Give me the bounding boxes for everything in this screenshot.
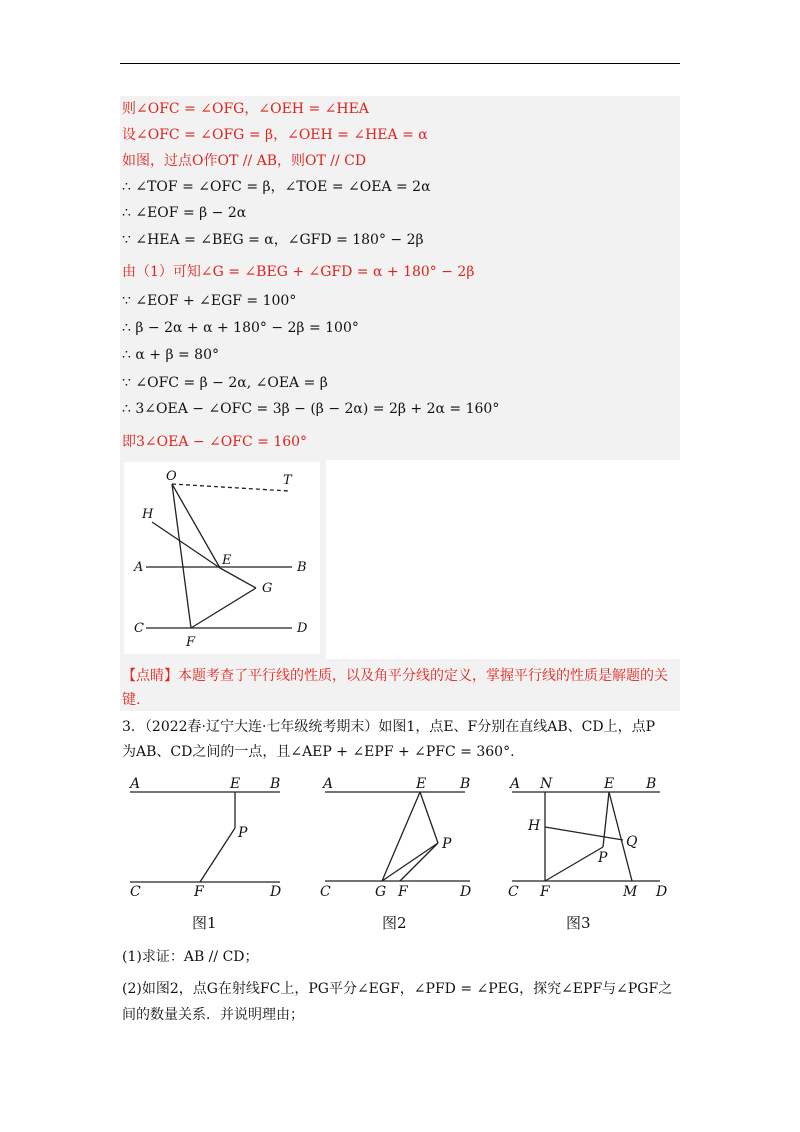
fig3-label-B: B [646,776,657,792]
fig3-label-H: H [528,818,541,834]
fig2-label-F: F [398,884,408,900]
solution-line: 即3∠OEA − ∠OFC = 160° [122,434,308,450]
fig2-label-E: E [416,776,427,792]
fig2-label-P: P [442,836,452,852]
solution-line: 如图，过点O作OT // AB，则OT // CD [122,153,367,169]
fig3-label-F: F [540,884,550,900]
question3-line2: 为AB、CD之间的一点，且∠AEP + ∠EPF + ∠PFC = 360°. [122,744,515,760]
fig3-label-M: M [623,884,638,900]
fig3-label-P: P [598,850,608,866]
label-E: E [222,553,232,568]
fig3-label-Q: Q [626,834,638,850]
subquestion-2-line1: (2)如图2，点G在射线FC上，PG平分∠EGF，∠PFD = ∠PEG，探究∠EPF与∠PGF之 [122,981,673,997]
fig2-label-D: D [460,884,472,900]
solution-line: 由（1）可知∠G = ∠BEG + ∠GFD = α + 180° − 2β [122,264,475,280]
solution-line: 设∠OFC = ∠OFG = β，∠OEH = ∠HEA = α [122,127,428,143]
fig3-label-N: N [540,776,553,792]
solution-line: ∴ α + β = 80° [122,347,219,363]
subquestion-1: (1)求证：AB // CD； [122,949,259,965]
label-C: C [134,621,144,636]
fig2-label-G: G [375,884,387,900]
fig1-label-A: A [130,776,141,792]
fig2-caption: 图2 [382,914,407,932]
note-text: 本题考查了平行线的性质，以及角平分线的定义，掌握平行线的性质是解题的关键. [122,668,668,708]
solution-line: ∵ ∠OFC = β − 2α, ∠OEA = β [122,375,328,391]
solution-line: ∴ β − 2α + α + 180° − 2β = 100° [122,320,359,336]
question-figures [120,770,680,940]
fig3-label-D: D [656,884,668,900]
fig1-label-F: F [194,884,204,900]
fig3-caption: 图3 [566,914,591,932]
label-F: F [186,635,196,650]
note-tag: 【点睛】 [122,668,178,684]
fig1-label-E: E [230,776,241,792]
fig1-caption: 图1 [192,914,217,932]
label-B: B [297,560,307,575]
fig3-label-E: E [604,776,615,792]
solution-line: ∵ ∠EOF + ∠EGF = 100° [122,293,297,309]
fig2-label-C: C [320,884,331,900]
header-rule [120,63,680,64]
label-H: H [142,507,154,522]
fig1-label-C: C [130,884,141,900]
question3-line1: 3．（2022春·辽宁大连·七年级统考期末）如图1，点E、F分别在直线AB、CD上，点P [122,719,656,735]
solution-figure [124,462,320,654]
solution-line: ∵ ∠HEA = ∠BEG = α，∠GFD = 180° − 2β [122,232,424,248]
fig2-label-A: A [323,776,334,792]
solution-line: 则∠OFC = ∠OFG，∠OEH = ∠HEA [122,101,369,117]
fig2-label-B: B [460,776,471,792]
fig1-label-B: B [270,776,281,792]
fig3-label-A: A [510,776,521,792]
key-point-note [122,664,678,712]
solution-line: ∴ ∠EOF = β − 2α [122,205,247,221]
label-T: T [283,473,292,488]
fig3-label-C: C [508,884,519,900]
label-D: D [297,621,308,636]
label-G: G [262,581,273,596]
fig1-label-P: P [238,825,248,841]
fig1-label-D: D [270,884,282,900]
solution-line: ∴ ∠TOF = ∠OFC = β，∠TOE = ∠OEA = 2α [122,179,431,195]
label-O: O [166,469,177,484]
label-A: A [134,560,144,575]
solution-line: ∴ 3∠OEA − ∠OFC = 3β − (β − 2α) = 2β + 2α = 160° [122,401,500,417]
subquestion-2-line2: 间的数量关系．并说明理由； [122,1007,304,1023]
